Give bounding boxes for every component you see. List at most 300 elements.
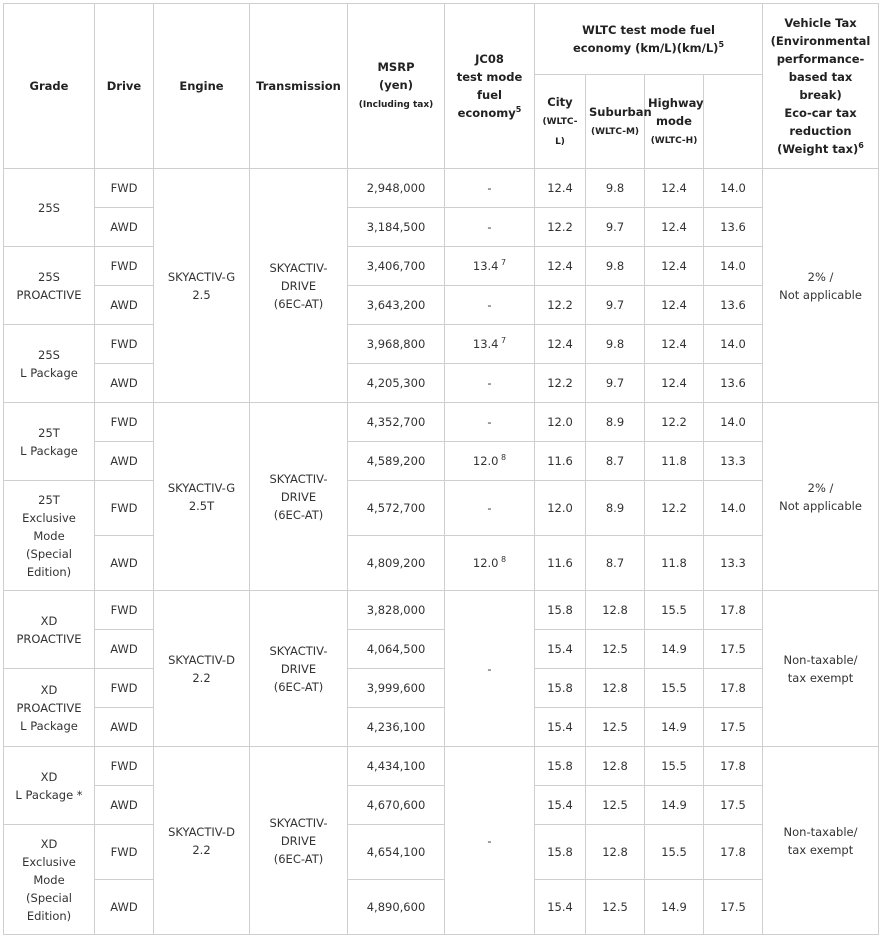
city-cell (586, 825, 645, 880)
jc08-cell (445, 747, 535, 935)
city-cell-text: 12.8 (602, 681, 628, 695)
table-row (4, 403, 879, 442)
jc08-cell (445, 247, 535, 286)
engine-cell (154, 403, 250, 591)
drive-cell-text: AWD (110, 376, 138, 390)
engine-cell (154, 591, 250, 747)
city-cell-text: 9.7 (605, 298, 625, 312)
table-row (4, 247, 879, 286)
msrp-cell-text: 4,809,200 (366, 556, 426, 570)
suburban-cell (645, 286, 704, 325)
grade-cell-text: XD PROACTIVE (16, 613, 82, 646)
msrp-cell (348, 669, 445, 708)
header-suburban (586, 75, 652, 169)
suburban-cell (645, 208, 704, 247)
jc08-cell (445, 442, 535, 481)
wltc-cell (535, 747, 586, 786)
highway-cell-text: 13.6 (720, 220, 746, 234)
city-cell-text: 9.7 (605, 376, 625, 390)
drive-cell (95, 591, 154, 630)
highway-cell (704, 591, 763, 630)
table-row (4, 825, 879, 880)
suburban-cell (645, 786, 704, 825)
grade-cell-text: 25T L Package (20, 425, 78, 458)
transmission-cell (250, 591, 348, 747)
header-highway-code: (WLTC-H) (650, 135, 698, 146)
drive-cell-text: AWD (110, 720, 138, 734)
grade-cell-text: 25S (38, 200, 60, 215)
drive-cell (95, 708, 154, 747)
table-row (4, 286, 879, 325)
city-cell (586, 669, 645, 708)
highway-cell (704, 403, 763, 442)
suburban-cell-text: 15.5 (661, 845, 687, 859)
msrp-cell (348, 403, 445, 442)
table-row (4, 630, 879, 669)
transmission-cell-text: SKYACTIV- DRIVE (6EC-AT) (269, 643, 328, 694)
table-row (4, 442, 879, 481)
jc08-cell-text: 13.4 (472, 337, 499, 351)
wltc-cell-text: 12.4 (547, 181, 573, 195)
msrp-cell-text: 4,890,600 (366, 900, 426, 914)
table-body (4, 169, 879, 935)
msrp-cell (348, 880, 445, 935)
msrp-cell-text: 3,999,600 (366, 681, 426, 695)
engine-cell (154, 747, 250, 935)
jc08-cell-text: 13.4 (472, 259, 499, 273)
city-cell-text: 12.8 (602, 845, 628, 859)
table-row (4, 536, 879, 591)
table-row (4, 325, 879, 364)
table-row (4, 669, 879, 708)
jc08-footnote: 7 (498, 258, 507, 268)
wltc-cell-text: 12.2 (547, 220, 573, 234)
highway-cell (704, 286, 763, 325)
engine-cell-text: SKYACTIV-G 2.5T (167, 480, 236, 513)
city-cell-text: 9.8 (605, 259, 625, 273)
tax-cell (763, 747, 879, 935)
city-cell-text: 12.8 (602, 759, 628, 773)
transmission-cell-text: SKYACTIV- DRIVE (6EC-AT) (269, 815, 328, 866)
wltc-cell (535, 325, 586, 364)
highway-cell (704, 442, 763, 481)
city-cell (586, 591, 645, 630)
transmission-cell (250, 403, 348, 591)
wltc-cell (535, 364, 586, 403)
header-transmission: Transmission (250, 4, 348, 169)
msrp-cell (348, 536, 445, 591)
highway-cell-text: 17.5 (720, 798, 746, 812)
city-cell (586, 481, 645, 536)
highway-cell (704, 669, 763, 708)
grade-cell-text: XD PROACTIVE L Package (16, 682, 82, 733)
drive-cell (95, 630, 154, 669)
highway-cell-text: 17.8 (720, 759, 746, 773)
wltc-cell (535, 786, 586, 825)
suburban-cell-text: 14.9 (661, 642, 687, 656)
msrp-cell (348, 786, 445, 825)
drive-cell-text: FWD (110, 415, 138, 429)
jc08-footnote: 7 (498, 336, 507, 346)
suburban-cell-text: 14.9 (661, 900, 687, 914)
jc08-cell-text: 12.0 (472, 454, 499, 468)
suburban-cell (645, 536, 704, 591)
header-msrp-note: (Including tax) (358, 100, 434, 110)
transmission-cell-text: SKYACTIV- DRIVE (6EC-AT) (269, 260, 328, 311)
city-cell-text: 12.5 (602, 720, 628, 734)
drive-cell-text: FWD (110, 259, 138, 273)
header-msrp (348, 4, 445, 169)
grade-cell (4, 169, 95, 247)
engine-cell (154, 169, 250, 403)
tax-cell-text: Non-taxable/ tax exempt (783, 652, 858, 685)
wltc-cell-text: 12.2 (547, 376, 573, 390)
table-row (4, 708, 879, 747)
suburban-cell-text: 11.8 (661, 556, 687, 570)
drive-cell (95, 536, 154, 591)
suburban-cell (645, 825, 704, 880)
table-header (4, 4, 879, 169)
jc08-footnote: 8 (498, 453, 507, 463)
header-wltc-label: WLTC test mode fuel economy (km/L)(km/L) (573, 23, 719, 55)
msrp-cell-text: 2,948,000 (366, 181, 426, 195)
drive-cell (95, 880, 154, 935)
city-cell-text: 9.8 (605, 181, 625, 195)
city-cell (586, 630, 645, 669)
grade-cell (4, 825, 95, 935)
grade-cell (4, 325, 95, 403)
wltc-cell-text: 15.4 (547, 798, 573, 812)
highway-cell (704, 880, 763, 935)
grade-cell (4, 247, 95, 325)
header-city (535, 75, 586, 169)
highway-cell (704, 481, 763, 536)
city-cell (586, 747, 645, 786)
city-cell-text: 8.9 (605, 415, 625, 429)
header-jc08 (445, 4, 535, 169)
drive-cell (95, 208, 154, 247)
city-cell-text: 9.8 (605, 337, 625, 351)
header-jc08-sup: 5 (515, 105, 522, 115)
jc08-cell-text: - (487, 415, 492, 429)
grade-cell-text: XD L Package * (15, 769, 83, 802)
city-cell-text: 12.8 (602, 603, 628, 617)
city-cell-text: 8.7 (605, 556, 625, 570)
highway-cell-text: 17.5 (720, 900, 746, 914)
wltc-cell (535, 403, 586, 442)
highway-cell-text: 13.3 (720, 454, 746, 468)
msrp-cell (348, 747, 445, 786)
jc08-cell (445, 481, 535, 536)
highway-cell-text: 17.5 (720, 642, 746, 656)
header-wltc (535, 4, 763, 75)
grade-cell (4, 747, 95, 825)
suburban-cell-text: 15.5 (661, 603, 687, 617)
header-grade: Grade (4, 4, 95, 169)
suburban-cell-text: 12.4 (661, 220, 687, 234)
jc08-cell-text: - (487, 661, 492, 676)
transmission-cell-text: SKYACTIV- DRIVE (6EC-AT) (269, 471, 328, 522)
drive-cell (95, 481, 154, 536)
jc08-cell-text: - (487, 220, 492, 234)
suburban-cell (645, 442, 704, 481)
msrp-cell-text: 3,406,700 (366, 259, 426, 273)
header-tax (763, 4, 879, 169)
highway-cell (704, 247, 763, 286)
jc08-cell (445, 591, 535, 747)
suburban-cell-text: 12.2 (661, 415, 687, 429)
drive-cell (95, 825, 154, 880)
drive-cell-text: AWD (110, 454, 138, 468)
jc08-footnote: 8 (498, 555, 507, 565)
city-cell-text: 12.5 (602, 900, 628, 914)
highway-cell (704, 364, 763, 403)
wltc-cell-text: 15.4 (547, 900, 573, 914)
city-cell (586, 208, 645, 247)
drive-cell-text: FWD (110, 681, 138, 695)
highway-cell-text: 14.0 (720, 259, 746, 273)
city-cell (586, 442, 645, 481)
drive-cell (95, 169, 154, 208)
msrp-cell-text: 4,572,700 (366, 501, 426, 515)
jc08-cell (445, 364, 535, 403)
tax-cell-text: Non-taxable/ tax exempt (783, 824, 858, 857)
grade-cell-text: XD Exclusive Mode (Special Edition) (22, 836, 76, 923)
msrp-cell (348, 325, 445, 364)
wltc-cell (535, 591, 586, 630)
drive-cell-text: AWD (110, 298, 138, 312)
table-row (4, 747, 879, 786)
drive-cell-text: AWD (110, 556, 138, 570)
city-cell (586, 325, 645, 364)
transmission-cell (250, 169, 348, 403)
highway-cell-text: 17.8 (720, 681, 746, 695)
jc08-cell-text: - (487, 501, 492, 515)
highway-cell-text: 17.5 (720, 720, 746, 734)
tax-cell-text: 2% / Not applicable (779, 269, 862, 302)
wltc-cell (535, 169, 586, 208)
wltc-cell-text: 15.4 (547, 642, 573, 656)
highway-cell (704, 536, 763, 591)
suburban-cell-text: 11.8 (661, 454, 687, 468)
jc08-cell (445, 325, 535, 364)
msrp-cell (348, 208, 445, 247)
drive-cell-text: FWD (110, 845, 138, 859)
drive-cell-text: FWD (110, 603, 138, 617)
highway-cell (704, 325, 763, 364)
wltc-cell-text: 12.4 (547, 259, 573, 273)
msrp-cell (348, 364, 445, 403)
tax-cell (763, 403, 879, 591)
table-row (4, 481, 879, 536)
jc08-cell-text: 12.0 (472, 556, 499, 570)
wltc-cell (535, 825, 586, 880)
wltc-cell-text: 12.4 (547, 337, 573, 351)
suburban-cell-text: 12.4 (661, 376, 687, 390)
table-row (4, 364, 879, 403)
wltc-cell-text: 12.2 (547, 298, 573, 312)
highway-cell-text: 13.3 (720, 556, 746, 570)
drive-cell (95, 247, 154, 286)
table-row (4, 880, 879, 935)
wltc-cell-text: 12.0 (547, 501, 573, 515)
highway-cell-text: 14.0 (720, 415, 746, 429)
wltc-cell (535, 247, 586, 286)
spec-table (3, 3, 879, 935)
wltc-cell-text: 12.0 (547, 415, 573, 429)
table-row (4, 208, 879, 247)
drive-cell (95, 442, 154, 481)
highway-cell (704, 747, 763, 786)
header-drive: Drive (95, 4, 154, 169)
city-cell (586, 786, 645, 825)
suburban-cell-text: 12.2 (661, 501, 687, 515)
city-cell (586, 169, 645, 208)
drive-cell-text: AWD (110, 220, 138, 234)
grade-cell-text: 25S PROACTIVE (16, 269, 82, 302)
highway-cell (704, 708, 763, 747)
table-row (4, 591, 879, 630)
header-msrp-label: MSRP (yen) (377, 60, 415, 92)
wltc-cell-text: 15.8 (547, 603, 573, 617)
drive-cell-text: FWD (110, 501, 138, 515)
city-cell (586, 286, 645, 325)
msrp-cell-text: 3,643,200 (366, 298, 426, 312)
drive-cell (95, 403, 154, 442)
suburban-cell-text: 14.9 (661, 798, 687, 812)
city-cell (586, 364, 645, 403)
wltc-cell (535, 630, 586, 669)
suburban-cell (645, 364, 704, 403)
highway-cell-text: 14.0 (720, 337, 746, 351)
suburban-cell-text: 15.5 (661, 681, 687, 695)
city-cell-text: 8.7 (605, 454, 625, 468)
jc08-cell (445, 169, 535, 208)
suburban-cell (645, 669, 704, 708)
header-wltc-sup: 5 (718, 40, 725, 50)
msrp-cell (348, 481, 445, 536)
wltc-cell (535, 442, 586, 481)
drive-cell (95, 669, 154, 708)
city-cell-text: 8.9 (605, 501, 625, 515)
header-tax-sup: 6 (858, 141, 864, 151)
grade-cell (4, 669, 95, 747)
city-cell (586, 247, 645, 286)
highway-cell (704, 786, 763, 825)
suburban-cell (645, 708, 704, 747)
jc08-cell-text: - (487, 376, 492, 390)
msrp-cell-text: 4,434,100 (366, 759, 426, 773)
suburban-cell (645, 169, 704, 208)
suburban-cell (645, 747, 704, 786)
msrp-cell-text: 4,064,500 (366, 642, 426, 656)
suburban-cell-text: 12.4 (661, 298, 687, 312)
jc08-cell (445, 536, 535, 591)
highway-cell-text: 14.0 (720, 181, 746, 195)
grade-cell (4, 403, 95, 481)
grade-cell (4, 481, 95, 591)
wltc-cell-text: 15.8 (547, 845, 573, 859)
suburban-cell-text: 12.4 (661, 259, 687, 273)
suburban-cell-text: 12.4 (661, 337, 687, 351)
jc08-cell (445, 208, 535, 247)
msrp-cell (348, 247, 445, 286)
drive-cell (95, 786, 154, 825)
msrp-cell (348, 591, 445, 630)
suburban-cell-text: 12.4 (661, 181, 687, 195)
highway-cell-text: 17.8 (720, 603, 746, 617)
header-jc08-label: JC08 test mode fuel economy (456, 52, 523, 120)
highway-cell-text: 17.8 (720, 845, 746, 859)
header-engine: Engine (154, 4, 250, 169)
msrp-cell (348, 825, 445, 880)
city-cell (586, 403, 645, 442)
drive-cell-text: AWD (110, 900, 138, 914)
city-cell (586, 880, 645, 935)
wltc-cell-text: 15.4 (547, 720, 573, 734)
highway-cell-text: 13.6 (720, 298, 746, 312)
wltc-cell (535, 208, 586, 247)
highway-cell (704, 169, 763, 208)
wltc-cell (535, 536, 586, 591)
highway-cell-text: 13.6 (720, 376, 746, 390)
transmission-cell (250, 747, 348, 935)
wltc-cell (535, 669, 586, 708)
msrp-cell (348, 169, 445, 208)
drive-cell-text: AWD (110, 642, 138, 656)
suburban-cell (645, 325, 704, 364)
msrp-cell-text: 4,236,100 (366, 720, 426, 734)
header-highway (645, 75, 704, 169)
msrp-cell-text: 4,352,700 (366, 415, 426, 429)
suburban-cell (645, 481, 704, 536)
city-cell (586, 708, 645, 747)
drive-cell-text: FWD (110, 337, 138, 351)
tax-cell-text: 2% / Not applicable (779, 480, 862, 513)
highway-cell-text: 14.0 (720, 501, 746, 515)
wltc-cell-text: 11.6 (547, 556, 573, 570)
msrp-cell-text: 4,654,100 (366, 845, 426, 859)
msrp-cell (348, 708, 445, 747)
msrp-cell-text: 3,828,000 (366, 603, 426, 617)
suburban-cell (645, 403, 704, 442)
wltc-cell (535, 880, 586, 935)
city-cell-text: 12.5 (602, 798, 628, 812)
suburban-cell (645, 247, 704, 286)
grade-cell-text: 25T Exclusive Mode (Special Edition) (22, 492, 76, 579)
tax-cell (763, 591, 879, 747)
drive-cell (95, 747, 154, 786)
msrp-cell (348, 442, 445, 481)
header-highway-label: Highway mode (648, 95, 704, 128)
wltc-cell-text: 15.8 (547, 759, 573, 773)
wltc-cell (535, 286, 586, 325)
drive-cell (95, 286, 154, 325)
header-suburban-label: Suburban (589, 104, 652, 119)
msrp-cell-text: 4,670,600 (366, 798, 426, 812)
jc08-cell-text: - (487, 181, 492, 195)
header-tax-label: Vehicle Tax (Environmental performance- based tax break) Eco-car tax reduction (Weight tax) (770, 16, 871, 156)
tax-cell (763, 169, 879, 403)
engine-cell-text: SKYACTIV-D 2.2 (168, 652, 235, 685)
table-row (4, 169, 879, 208)
header-city-label: City (547, 94, 573, 109)
msrp-cell-text: 3,968,800 (366, 337, 426, 351)
city-cell-text: 9.7 (605, 220, 625, 234)
drive-cell-text: AWD (110, 798, 138, 812)
jc08-cell-text: - (487, 298, 492, 312)
jc08-cell-text: - (487, 833, 492, 848)
